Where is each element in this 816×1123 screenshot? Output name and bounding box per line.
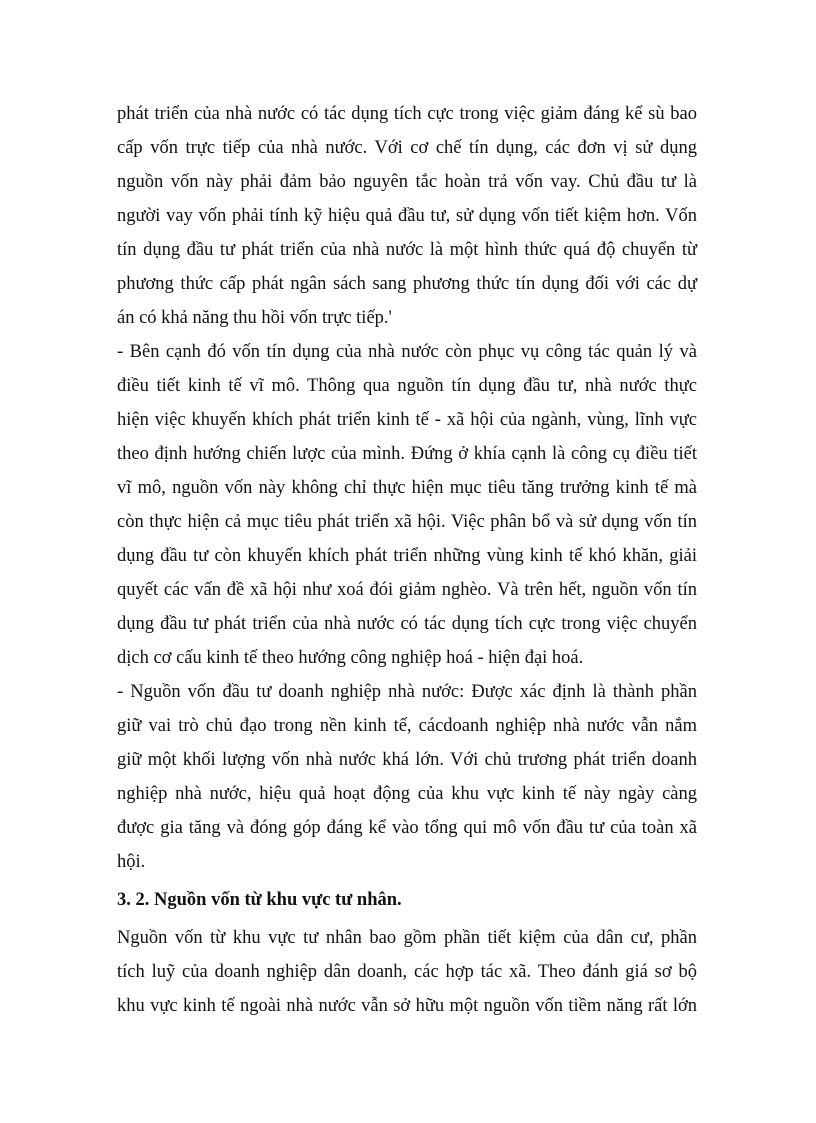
paragraph-line: - Bên cạnh đó vốn tín dụng của nhà nước còn phục vụ công tác quản lý và bbox=[117, 342, 697, 362]
paragraph-line: án có khả năng thu hồi vốn trực tiếp.' bbox=[117, 308, 392, 328]
paragraph-line: hội. bbox=[117, 852, 146, 872]
paragraph-line: theo định hướng chiến lược của mình. Đứng ở khía cạnh là công cụ điều tiết bbox=[117, 444, 697, 464]
paragraph-line: tích luỹ của doanh nghiệp dân doanh, các hợp tác xã. Theo đánh giá sơ bộ bbox=[117, 962, 697, 982]
paragraph-line: Nguồn vốn từ khu vực tư nhân bao gồm phần tiết kiệm của dân cư, phần bbox=[117, 928, 697, 948]
paragraph-line: nghiệp nhà nước, hiệu quả hoạt động của khu vực kinh tế này ngày càng bbox=[117, 784, 697, 804]
paragraph-line: giữ một khối lượng vốn nhà nước khá lớn. Với chủ trương phát triển doanh bbox=[117, 750, 697, 770]
paragraph-line: giữ vai trò chủ đạo trong nền kinh tế, cácdoanh nghiệp nhà nước vẫn nắm bbox=[117, 716, 697, 736]
paragraph-line: dịch cơ cấu kinh tế theo hướng công nghiệp hoá - hiện đại hoá. bbox=[117, 648, 584, 668]
paragraph-line: phương thức cấp phát ngân sách sang phương thức tín dụng đối với các dự bbox=[117, 274, 697, 294]
paragraph-line: phát triển của nhà nước có tác dụng tích cực trong việc giảm đáng kể sù bao bbox=[117, 104, 697, 124]
paragraph-line: vĩ mô, nguồn vốn này không chỉ thực hiện mục tiêu tăng trưởng kinh tế mà bbox=[117, 478, 697, 498]
section-heading: 3. 2. Nguồn vốn từ khu vực tư nhân. bbox=[117, 890, 402, 910]
paragraph-line: điều tiết kinh tế vĩ mô. Thông qua nguồn tín dụng đầu tư, nhà nước thực bbox=[117, 376, 697, 396]
paragraph-line: hiện việc khuyến khích phát triển kinh tế - xã hội của ngành, vùng, lĩnh vực bbox=[117, 410, 697, 430]
paragraph-line: người vay vốn phải tính kỹ hiệu quả đầu tư, sử dụng vốn tiết kiệm hơn. Vốn bbox=[117, 206, 697, 226]
paragraph-line: - Nguồn vốn đầu tư doanh nghiệp nhà nước: Được xác định là thành phần bbox=[117, 682, 697, 702]
paragraph-line: được gia tăng và đóng góp đáng kể vào tổng qui mô vốn đầu tư của toàn xã bbox=[117, 818, 697, 838]
paragraph-line: khu vực kinh tế ngoài nhà nước vẫn sở hữu một nguồn vốn tiềm năng rất lớn bbox=[117, 996, 697, 1016]
paragraph-line: nguồn vốn này phải đảm bảo nguyên tắc hoàn trả vốn vay. Chủ đầu tư là bbox=[117, 172, 697, 192]
paragraph-line: quyết các vấn đề xã hội như xoá đói giảm nghèo. Và trên hết, nguồn vốn tín bbox=[117, 580, 697, 600]
paragraph-line: dụng đầu tư còn khuyến khích phát triển những vùng kinh tế khó khăn, giải bbox=[117, 546, 697, 566]
paragraph-line: còn thực hiện cả mục tiêu phát triển xã hội. Việc phân bổ và sử dụng vốn tín bbox=[117, 512, 697, 532]
paragraph-line: cấp vốn trực tiếp của nhà nước. Với cơ chế tín dụng, các đơn vị sử dụng bbox=[117, 138, 697, 158]
paragraph-line: tín dụng đầu tư phát triển của nhà nước là một hình thức quá độ chuyển từ bbox=[117, 240, 697, 260]
paragraph-line: dụng đầu tư phát triển của nhà nước có tác dụng tích cực trong việc chuyển bbox=[117, 614, 697, 634]
